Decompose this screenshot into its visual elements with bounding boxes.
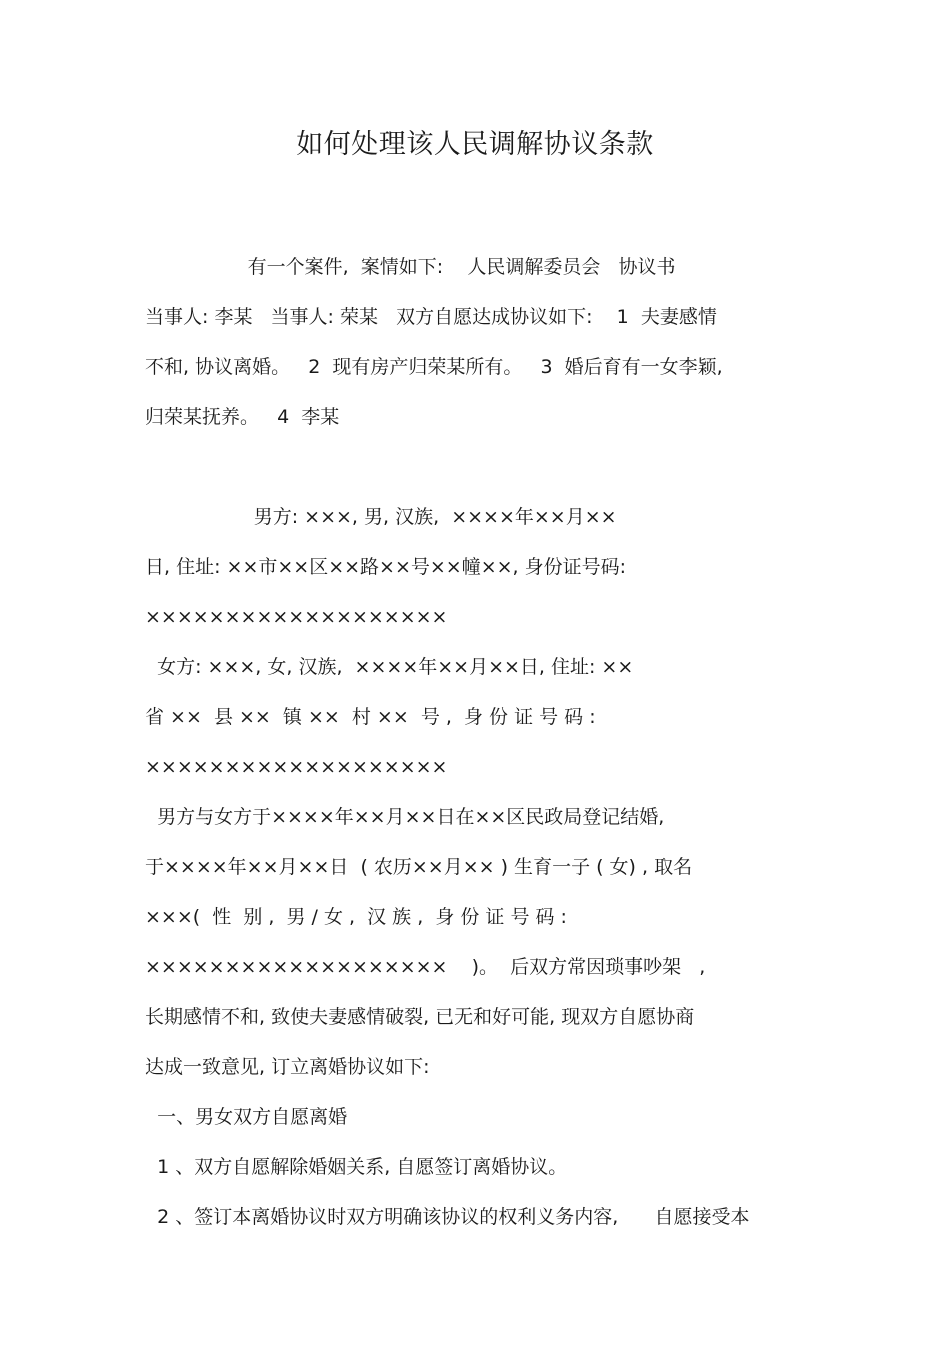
list-item: 2 、签订本离婚协议时双方明确该协议的权利义务内容, 自愿接受本 — [145, 1206, 750, 1228]
paragraph-line: ××××××××××××××××××× — [145, 756, 448, 778]
paragraph-line: 女方: ×××, 女, 汉族, ××××年××月××日, 住址: ×× — [145, 656, 634, 678]
paragraph-line: ×××( 性 别 , 男 / 女 , 汉 族 , 身 份 证 号 码 : — [145, 906, 567, 928]
section-heading: 一、男女双方自愿离婚 — [145, 1106, 348, 1128]
paragraph-line: 长期感情不和, 致使夫妻感情破裂, 已无和好可能, 现双方自愿协商 — [145, 1006, 695, 1028]
paragraph-line: ××××××××××××××××××× )。 后双方常因琐事吵架 , — [145, 956, 706, 978]
paragraph-line: 有一个案件, 案情如下: 人民调解委员会 协议书 — [145, 256, 676, 278]
paragraph-line: 男方: ×××, 男, 汉族, ××××年××月×× — [145, 506, 617, 528]
paragraph-line: ××××××××××××××××××× — [145, 606, 448, 628]
paragraph-line: 归荣某抚养。 4 李某 — [145, 406, 340, 428]
page-title: 如何处理该人民调解协议条款 — [296, 129, 654, 160]
paragraph-line: 于××××年××月××日 ( 农历××月×× ) 生育一子 ( 女) , 取名 — [145, 856, 693, 878]
paragraph-line: 达成一致意见, 订立离婚协议如下: — [145, 1056, 430, 1078]
paragraph-line: 不和, 协议离婚。 2 现有房产归荣某所有。 3 婚后育有一女李颖, — [145, 356, 723, 378]
list-item: 1 、双方自愿解除婚姻关系, 自愿签订离婚协议。 — [145, 1156, 568, 1178]
paragraph-line: 日, 住址: ××市××区××路××号××幢××, 身份证号码: — [145, 556, 627, 578]
paragraph-line: 男方与女方于××××年××月××日在××区民政局登记结婚, — [145, 806, 665, 828]
paragraph-line: 当事人: 李某 当事人: 荣某 双方自愿达成协议如下: 1 夫妻感情 — [145, 306, 717, 328]
paragraph-line: 省 ×× 县 ×× 镇 ×× 村 ×× 号 , 身 份 证 号 码 : — [145, 706, 596, 728]
